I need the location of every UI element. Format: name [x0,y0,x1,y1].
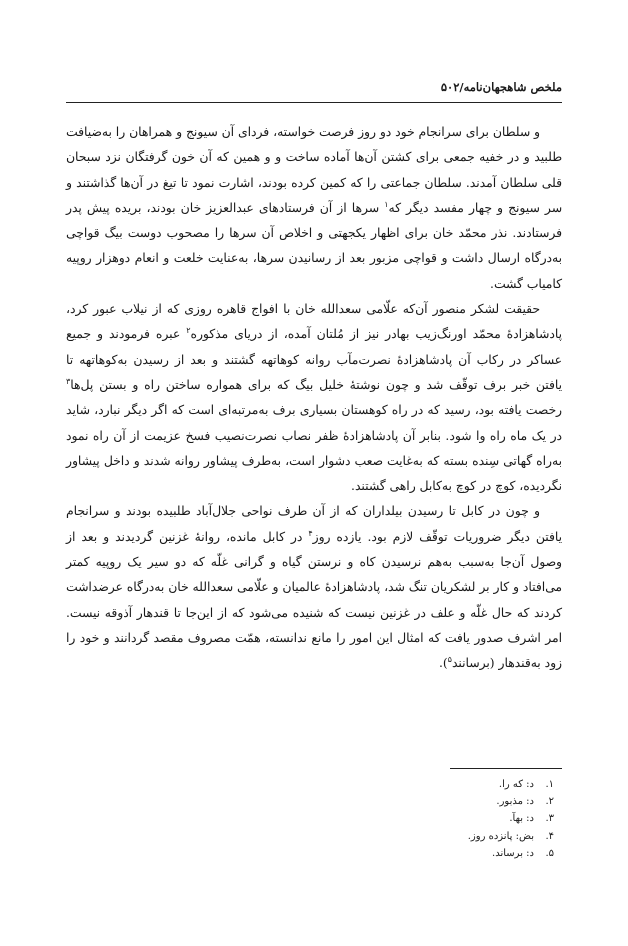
running-header-title: ملخص شاهجهان‌نامه/۵۰۲ [440,80,562,94]
footnote-number: ۱. [545,779,554,790]
footnote-text: د: که را. [498,779,534,790]
paragraph [66,120,562,297]
paragraph [66,499,562,676]
text-run: در کابل مانده، روانهٔ غزنین گردیدند و بعد از وصول آن‌جا به‌سبب به‌هم نرسیدن کاه و نرستن گیاه و گرانی غلّه که دو سیر یک روپیه کمتر می‌افتاد و کار بر لشکریان تنگ شد، پادشاهزادهٔ عالمیان و علّامی سعدالله خان به‌درگاه عرضداشت کردند که حال غلّه و علف در غزنین نیست که شنیده می‌شود که از این‌جا تا قندهار آذوقه نیست. امر اشرف صدور یافت که امثال این امور را مانع ندانسته، همّت مصروف مقصد گردانند و خود را زود به‌قندهار (برسانند [66,529,562,671]
text-run: و سلطان برای سرانجام خود دو روز فرصت خواسته، فردای آن سیونج و همراهان را به‌ضیافت طلبید و در خفیه جمعی برای کشتن آن‌ها آماده ساخت و و همین که آن خون گرفتگان نزد سبحان قلی سلطان آمدند. سلطان جماعتی را که کمین کرده بودند، اشارت نمود تا تیغ در آن‌ها گذاشتند و سر سیونج و چهار مفسد دیگر که [66,125,562,215]
footnote-item [66,845,554,862]
text-run: حقیقت لشکر منصور آن‌که علّامی سعدالله خان با افواج قاهره روزی که از نیلاب عبور کرد، پادشاهزادهٔ محمّد اورنگ‌زیب بهادر نیز از مُلتان آمده، از دریای مذکوره [66,302,562,342]
footnote-reference: ۲ [186,326,191,336]
paragraph [66,297,562,499]
footnote-item [66,810,554,827]
footnote-number: ۴. [545,830,554,842]
footnote-number: ۳. [545,813,554,825]
footnote-reference: ۴ [308,528,313,538]
footnote-separator [450,768,562,769]
main-text [66,120,562,677]
text-run: ). [438,656,448,671]
footnote-text: د: مذبور. [496,796,534,808]
footnote-text: د: بهآ. [509,813,534,825]
footnote-text: بض: پانزده روز. [467,830,534,842]
footnote-item [66,828,554,845]
footnote-number: ۲. [545,796,554,808]
text-run: رخصت یافته بود، رسید که در راه کوهستان بسیاری برف به‌مرتبه‌ای است که اگر دیگر نبارد، شاید در یک ماه راه وا شود. بنابر آن پادشاهزادهٔ ظفر نصاب نصرت‌نصیب فسخ عزیمت از آن راه نمود به‌راه گهاتی سِنده بسته که به‌غایت صعب دشوار است، به‌طرف پیشاور روانه شدند و داخل پیشاور نگردیده، کوچ در کوچ به‌کابل راهی گشتند. [66,403,562,494]
footnote-item [66,776,554,793]
page-header [66,78,562,103]
text-run: و چون در کابل تا رسیدن بیلداران که از آن طرف نواحی جلال‌آباد طلبیده بودند و سرانجام یافتن دیگر ضروریات توقّف لازم بود. یازده روز [66,504,562,544]
footnote-reference: ۳ [66,376,71,386]
text-run: سرها از آن فرستادهای عبدالعزیز خان بودند، بریده پیش پدر فرستادند. نذر محمّد خان برای اظهار یکجهتی و اخلاص آن سرها را مصحوب دوست بیگ قواچی به‌درگاه ارسال داشت و قواچی مزبور بعد از رسانیدن سرها، به‌عنایت خلعت و انعام دوهزار روپیه کامیاب گشت. [66,200,562,291]
footnote-text: د: برساند. [492,847,534,859]
footnote-reference: ۵ [447,655,452,665]
text-run: عبره فرمودند و جمیع عساکر در رکاب آن پادشاهزادهٔ نصرت‌مآب روانه کوهاتهه گشتند و بعد از رسیدن به‌کوهاتهه تا یافتن خبر برف توقّف شد و چون نوشتهٔ خلیل بیگ که برای همواره ساختن راه و بستن پل‌ها [66,327,562,392]
footnote-number: ۵. [545,847,554,859]
footnote-reference: ۱ [384,199,389,209]
footnote-item [66,793,554,810]
footnotes-list [66,776,554,862]
